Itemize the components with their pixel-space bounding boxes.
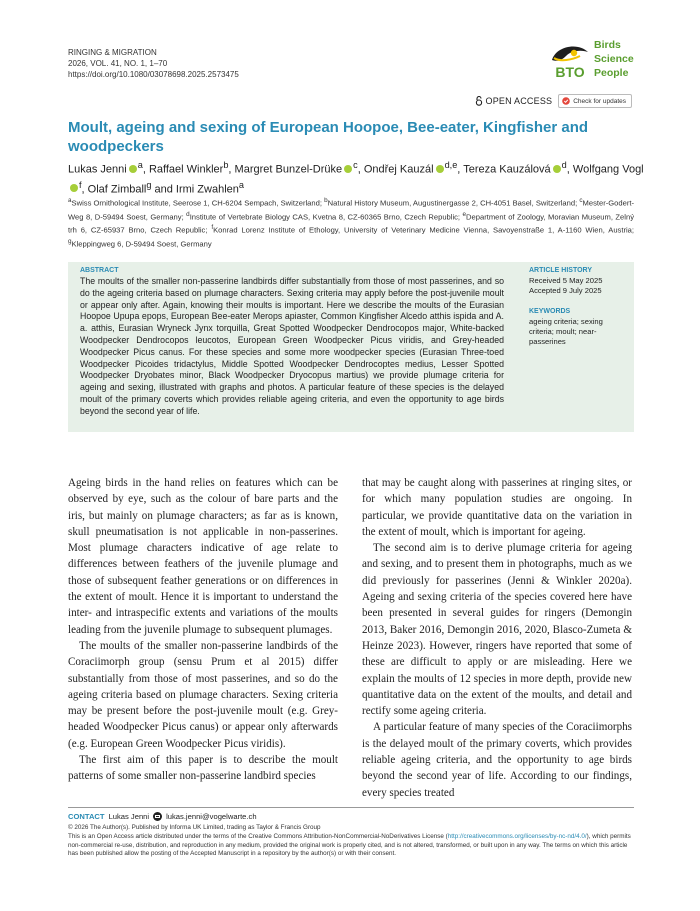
body-paragraph: The second aim is to derive plumage criteria for ageing and sexing, and to present them in photographs, much as we did previously for passerines (Jenni & Winkler 2020a). Ageing and sexing criteria of the species covered here have been presented in several guides for ringers (Demongin 2013, Baker 2016, Demongin 2016, 2020, Blasco-Zumeta & Heinze 2023). However, ringers have reported that some of these are difficult to apply or are misleading. Here we explain the moults of 12 species in more depth, provide new quantitative data on the extent of the moults, and detail and rectify some ageing criteria. [362,542,632,718]
author-affil-sup: f [79,179,82,190]
contact-label: CONTACT [68,812,105,821]
bto-logo [548,38,648,84]
author-name[interactable]: Raffael Winkler [148,163,224,176]
author-name[interactable]: Margret Bunzel-Drüke [234,163,343,176]
affiliation: Kleppingweg 6, D-59494 Soest, Germany [71,239,212,249]
author-name[interactable]: Wolfgang Vogl [572,163,644,176]
check-updates-button[interactable] [558,94,632,108]
affiliation: Konrad Lorenz Institute of Ethology, University of Veterinary Medicine Vienna, Savoyenstraße 1, A-1160 Wien, Austria; [213,225,634,235]
author-name[interactable]: Tereza Kauzálová [463,163,551,176]
affil-sup: f [211,224,214,232]
body-paragraph: Ageing birds in the hand relies on features which can be observed by eye, such as the colour of bare parts and the iris, but mainly on plumage characters; as far as is known, skull pneumatisation is not applicable in non-passerines. Most plumage characters indicative of age relate to differences between feathers of the juvenile plumage and those of subsequent feather generations or on differences in the extent of moult. Hence it is important to understand the inter- and intraspecific extents and variations of the moults leading from the juvenile plumage to subsequent plumages. [68,477,338,636]
author-name[interactable]: Ondřej Kauzál [363,163,434,176]
received-date: Received 5 May 2025 [529,276,603,285]
affiliation: Institute of Vertebrate Biology CAS, Kvetna 8, CZ-60365 Brno, Czech Republic; [189,212,463,222]
body-column-left [68,475,338,785]
open-lock-icon [475,96,483,106]
article-history-heading: ARTICLE HISTORY [529,267,593,274]
affil-sup: g [68,237,72,245]
affil-sup: d [186,210,190,218]
contact-line [68,812,257,821]
author-name[interactable]: Olaf Zimball [87,183,147,196]
author-name[interactable]: Irmi Zwahlen [175,183,239,196]
bto-logo-icon [548,38,592,82]
contact-name: Lukas Jenni [108,812,150,821]
contact-email[interactable]: lukas.jenni@vogelwarte.ch [166,812,257,821]
logo-text: BTO [555,64,585,80]
check-updates-label: Check for updates [573,97,626,105]
logo-word: Science [594,53,634,65]
access-row [475,94,633,108]
author-affil-sup: a [238,179,244,190]
license-text-b: ), which permits non-commercial re-use, distribution, and reproduction in any medium, provided the original work is properly cited, and is not altered, transformed, or built upon in any way. The terms on which this article has been published allow the posting of the Accepted Manuscript in a repository by the author(s) or with their consent. [68,833,631,857]
orcid-icon[interactable] [129,165,137,173]
body-paragraph: A particular feature of many species of the Coraciimorphs is the delayed moult of the primary coverts, which provides reliable ageing criteria, and the opportunity to age birds beyond the second year of life. According to our findings, every species treated [362,721,632,799]
keywords: ageing criteria; sexing criteria; moult; near-passerines [529,317,603,346]
author-affil-sup: a [137,160,143,170]
orcid-icon[interactable] [436,165,444,173]
journal-info [68,47,239,80]
accepted-date: Accepted 9 July 2025 [529,286,602,295]
orcid-icon[interactable] [70,184,78,192]
orcid-icon[interactable] [344,165,352,173]
logo-word: People [594,67,629,79]
author-affil-sup: g [146,179,152,190]
author-affil-sup: c [353,160,358,170]
affil-sup: e [462,210,467,218]
keywords-heading: KEYWORDS [529,308,571,315]
copyright: © 2026 The Author(s). Published by Informa UK Limited, trading as Taylor & Francis Group [68,824,321,831]
affil-sup: b [324,197,328,204]
affil-sup: a [68,197,72,204]
author-list: Lukas Jenni $^a$, Raffael Winkler$^b$, Margret Bunzel-Drüke $^c$, Ondřej Kauzál $^{d,e}$, Tereza Kauzálová $^d$, Wolfgang Vogl$^f$, Olaf Zimball$^g$ and Irmi Zwahlen$^a$ [68,160,644,196]
license-link[interactable]: http://creativecommons.org/licenses/by-nc-nd/4.0/ [447,833,587,840]
article-title: Moult, ageing and sexing of European Hoopoe, Bee-eater, Kingfisher and woodpeckers [68,119,589,155]
affiliation: Natural History Museum, Augustinergasse 2, CH-4051 Basel, Switzerland; [327,198,580,208]
logo-word: Birds [594,39,621,51]
orcid-icon[interactable] [553,165,561,173]
author-affil-sup: d [561,160,567,170]
abstract-box [68,262,634,432]
body-paragraph: The first aim of this paper is to describe the moult patterns of some smaller non-passerine landbird species [68,754,338,783]
crossmark-icon [562,97,570,105]
body-paragraph: that may be caught along with passerines at ringing sites, or for which many population studies are ongoing. In particular, we provide quantitative data on the variation in the extent of moult, which is important for ageing. [362,477,632,538]
journal-name: RINGING & MIGRATION [68,48,157,57]
author-name[interactable]: Lukas Jenni [68,163,127,176]
author-affil-sup: d,e [444,160,458,170]
body-paragraph: The moults of the smaller non-passerine landbirds of the Coraciimorph group (sensu Prum et al 2015) differ substantially from those of most passerines, and so do the ageing criteria based on plumage characters. Sexing criteria may be present before the post-juvenile moult (e.g. Grey-headed Woodpecker Picus canus) or appear only afterwards (e.g. European Green Woodpecker Picus viridis). [68,639,338,750]
email-icon [153,812,162,821]
author-affil-sup: b [223,160,229,170]
license-text [68,833,634,859]
footer-divider [68,807,634,808]
affiliation: Mester-Godert-Weg 8, D-59494 Soest, Germany; [68,198,634,222]
license-text-a: This is an Open Access article distributed under the terms of the Creative Commons Attribution-NonCommercial-NoDerivatives License ( [68,833,448,840]
open-access-label: OPEN ACCESS [485,96,553,106]
affiliation: Department of Zoology, Moravian Museum, Zelný trh 6, CZ-65937 Brno, Czech Republic; [68,212,634,235]
abstract-text: The moults of the smaller non-passerine landbirds differ substantially from those of most passerines, and so do the ageing criteria based on plumage characters. Sexing criteria may apply before the post-juvenile moult or appear only after. Again, knowing their moults is important. Here we describe the moults of the Eurasian Hoopoe Upupa epops, European Bee-eater Merops apiaster, Common Kingfisher Alcedo atthis ispida and A. a. atthis, Eurasian Wryneck Jynx torquilla, Great Spotted Woodpecker Dendrocopos major, White-backed Woodpecker Dendrocopos leucotos, European Green Woodpecker Picus viridis, and Grey-headed Woodpecker Picus canus. For these species and some more woodpecker species (Eurasian Three-toed Woodpecker Picoides tridactylus, Middle Spotted Woodpecker Dendrocoptes medius, Lesser Spotted Woodpecker Dryobates minor, Black Woodpecker Dryocopus martius) we provide plumage criteria for ageing and sexing, illustrated with graphs and photos. A particular feature of these species is the delayed moult of the primary coverts which provides reliable ageing criteria, and even the opportunity to age birds beyond the second year of life. [80,276,504,416]
doi-link[interactable]: https://doi.org/10.1080/03078698.2025.2573475 [68,70,239,79]
body-column-right [362,475,632,801]
affil-sup: c [579,197,583,204]
affiliation: Swiss Ornithological Institute, Seerose 1, CH-6204 Sempach, Switzerland; [71,198,325,208]
volume-line: 2026, VOL. 41, NO. 1, 1–70 [68,59,168,68]
logo-words [594,38,634,80]
abstract-heading: ABSTRACT [80,267,119,274]
open-access-badge [475,96,553,106]
affiliations [68,195,634,249]
